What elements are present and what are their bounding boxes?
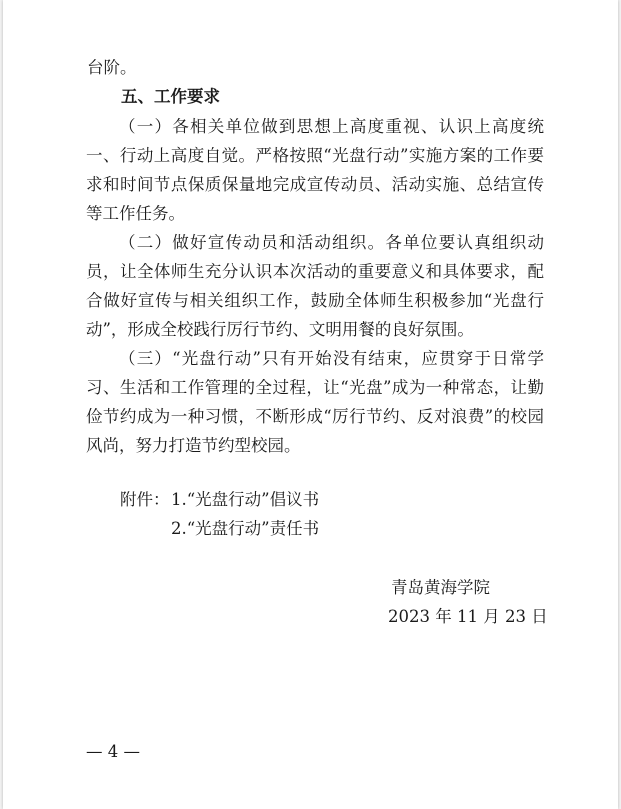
section-heading: 五、工作要求 <box>121 87 220 106</box>
page-number: — 4 — <box>86 742 140 761</box>
requirement-paragraph-3: （三）“光盘行动”只有开始没有结束，应贯穿于日常学习、生活和工作管理的全过程，让“光盘”成为一种常态，让勤俭节约成为一种习惯，不断形成“厉行节约、反对浪费”的校园风尚，努力打造节约型校园。 <box>86 349 544 455</box>
attachment-item: 2.“光盘行动”责任书 <box>171 519 320 538</box>
document-page <box>3 0 618 809</box>
signature-org: 青岛黄海学院 <box>391 578 490 597</box>
attachments-label: 附件： <box>120 490 170 509</box>
continued-text-line: 台阶。 <box>87 58 137 77</box>
requirement-paragraph-1: （一）各相关单位做到思想上高度重视、认识上高度统一、行动上高度自觉。严格按照“光盘行动”实施方案的工作要求和时间节点保质保量地完成宣传动员、活动实施、总结宣传等工作任务。 <box>86 117 544 223</box>
attachment-item: 1.“光盘行动”倡议书 <box>171 490 320 509</box>
signature-date: 2023 年 11 月 23 日 <box>388 607 548 626</box>
requirement-paragraph-2: （二）做好宣传动员和活动组织。各单位要认真组织动员，让全体师生充分认识本次活动的重要意义和具体要求，配合做好宣传与相关组织工作，鼓励全体师生积极参加“光盘行动”，形成全校践行厉行节约、文明用餐的良好氛围。 <box>86 233 544 339</box>
